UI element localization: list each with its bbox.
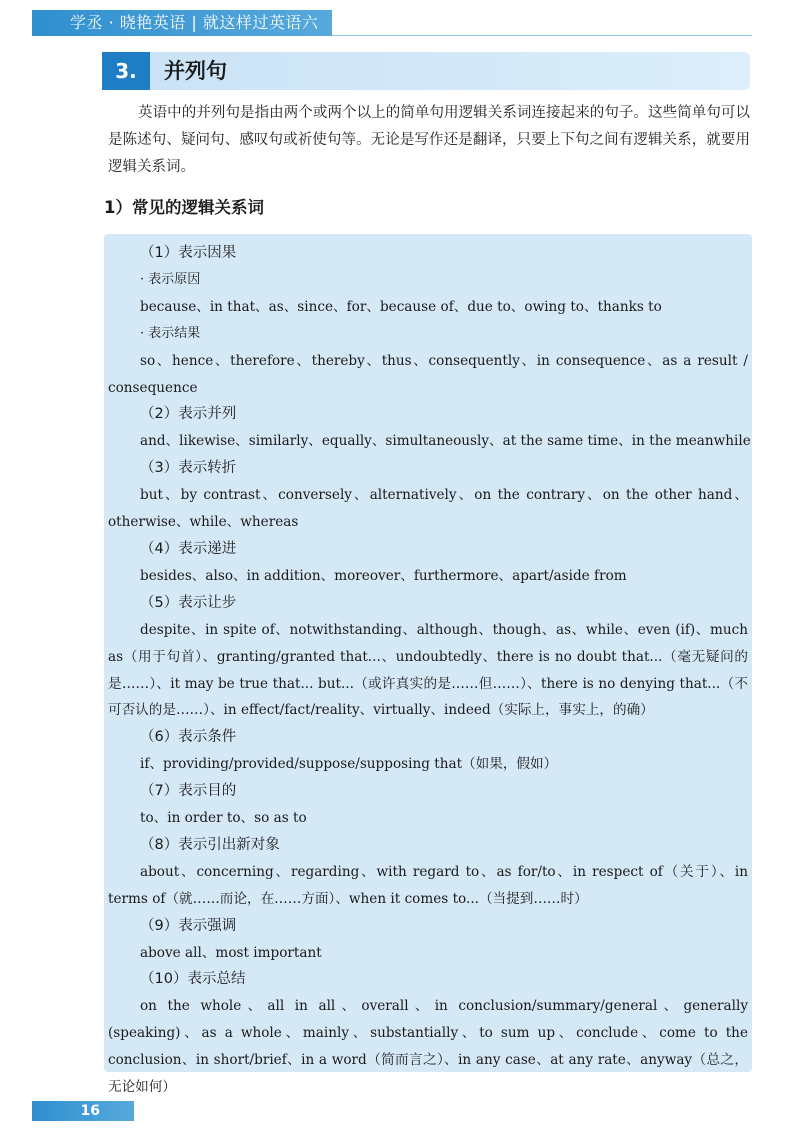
word-list: but、by contrast、conversely、alternatively、on the contrary、on the other hand、otherwise、while、whereas bbox=[108, 487, 748, 531]
word-list: if、providing/provided/suppose/supposing that（如果，假如） bbox=[140, 756, 558, 773]
category-heading: （9）表示强调 bbox=[140, 917, 237, 934]
category-heading: （5）表示让步 bbox=[140, 594, 237, 611]
word-list: and、likewise、similarly、equally、simultaneously、at the same time、in the meanwhile bbox=[140, 433, 751, 450]
word-list: so、hence、therefore、thereby、thus、consequently、in consequence、as a result / consequence bbox=[108, 352, 748, 396]
category-heading: （6）表示条件 bbox=[140, 729, 237, 746]
sub-heading: 1）常见的逻辑关系词 bbox=[104, 198, 264, 217]
category-heading: （8）表示引出新对象 bbox=[140, 836, 280, 853]
section-number: 3. bbox=[102, 52, 150, 90]
category-heading: （4）表示递进 bbox=[140, 540, 237, 557]
word-list: about、concerning、regarding、with regard to、as for/to、in respect of（关于）、in terms of（就……而论，在……方面）、when it comes to...（当提到……时） bbox=[108, 863, 748, 907]
category-heading: （10）表示总结 bbox=[140, 971, 246, 988]
intro-paragraph: 英语中的并列句是指由两个或两个以上的简单句用逻辑关系词连接起来的句子。这些简单句可以是陈述句、疑问句、感叹句或祈使句等。无论是写作还是翻译，只要上下句之间有逻辑关系，就要用逻辑关系词。 bbox=[108, 105, 750, 175]
category-heading: （7）表示目的 bbox=[140, 783, 237, 800]
footer-bar bbox=[32, 1101, 134, 1121]
bullet-label: · 表示结果 bbox=[140, 325, 201, 341]
page-number: 16 bbox=[80, 1103, 100, 1119]
bullet-label: · 表示原因 bbox=[140, 271, 201, 287]
word-list: because、in that、as、since、for、because of、due to、owing to、thanks to bbox=[140, 298, 662, 315]
section-title: 并列句 bbox=[164, 59, 227, 83]
word-list: above all、most important bbox=[140, 944, 322, 961]
word-list: besides、also、in addition、moreover、furthermore、apart/aside from bbox=[140, 567, 627, 584]
header-bar bbox=[32, 10, 332, 58]
word-list: to、in order to、so as to bbox=[140, 810, 307, 827]
header-title: 学丞 · 晓艳英语 | 就这样过英语六级 bbox=[70, 13, 319, 58]
category-heading: （3）表示转折 bbox=[140, 460, 237, 477]
category-heading: （1）表示因果 bbox=[140, 245, 237, 261]
header-rule bbox=[332, 35, 752, 36]
word-list: despite、in spite of、notwithstanding、although、though、as、while、even (if)、much as（用于句首）、granting/granted that...、undoubtedly、there is no doubt that...（毫无疑问的是……）、it may be true that... but...（或许真实的是……但……）、there is no denying that...（不可否认的是……）、in effect/fact/reality、virtually、indeed（实际上，事实上，的确） bbox=[108, 621, 748, 719]
category-heading: （2）表示并列 bbox=[140, 406, 237, 423]
word-list: on the whole、all in all、overall、in conclusion/summary/general、generally (speaking)、as a whole、mainly、substantially、to sum up、conclude、come to the conclusion、in short/brief、in a word（简而言之）、in any case、at any rate、anyway（总之，无论如何） bbox=[108, 998, 748, 1096]
connectives-list bbox=[108, 240, 751, 1101]
